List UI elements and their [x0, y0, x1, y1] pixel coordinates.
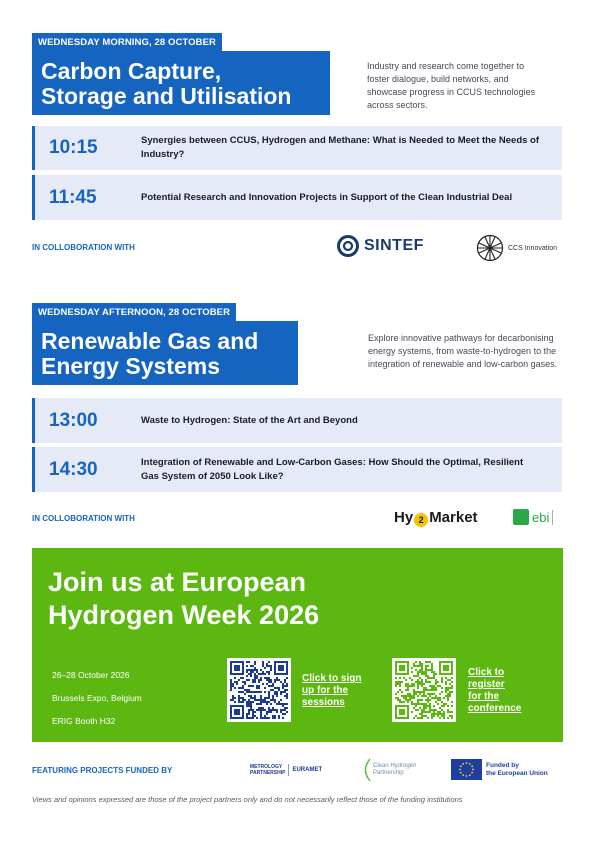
session2-title-line2: Energy Systems: [41, 353, 220, 379]
session2-talk-row-2: [32, 447, 562, 492]
hy2market-prefix: Hy: [394, 508, 414, 526]
session1-title-line2: Storage and Utilisation: [41, 83, 292, 109]
link-line: conference: [468, 703, 522, 714]
session1-collab-label: IN COLLOBORATION WITH: [32, 243, 135, 252]
session2-talk-row-1: [32, 398, 562, 443]
event-booth: ERIG Booth H32: [52, 716, 116, 726]
qr-code-icon: [395, 661, 453, 719]
featuring-label: FEATURING PROJECTS FUNDED BY: [32, 766, 173, 775]
link-line: for the: [468, 691, 500, 702]
register-conference-link[interactable]: [468, 667, 521, 715]
session2-title-line1: Renewable Gas and: [41, 328, 259, 354]
chp-line2: Partnership: [373, 770, 404, 776]
talk-title: Waste to Hydrogen: State of the Art and Beyond: [141, 414, 358, 426]
banner-title: [48, 566, 319, 632]
qr-code-conference[interactable]: [392, 658, 456, 722]
talk-title: Potential Research and Innovation Projects in Support of the Clean Industrial Deal: [141, 191, 513, 203]
session1-day-tag: WEDNESDAY MORNING, 28 OCTOBER: [32, 33, 222, 52]
eu-text: [486, 762, 548, 778]
ebi-badge-icon: [513, 509, 529, 525]
link-line: register: [468, 679, 505, 690]
metrology-line2: PARTNERSHIP: [250, 770, 286, 776]
session1-talk-row-1: [32, 126, 562, 170]
hy2market-logo: [394, 507, 478, 527]
event-banner: [32, 548, 563, 742]
sign-up-sessions-link[interactable]: [302, 673, 361, 709]
globe-grid-icon: [476, 234, 504, 262]
talk-title: Synergies between CCUS, Hydrogen and Methane: What is Needed to Meet the Needs of Industry?: [141, 135, 540, 160]
qr-code-sessions[interactable]: [227, 658, 291, 722]
ebi-wordmark: ebi: [532, 510, 553, 525]
session2-intro: Explore innovative pathways for decarbonising energy systems, from waste-to-hydrogen to the integration of renewable and low-carbon gases.: [368, 333, 558, 369]
sintef-wordmark: SINTEF: [364, 237, 424, 254]
ccs-innovation-logo: [476, 234, 557, 262]
talk-time: 10:15: [49, 137, 98, 158]
hydrogen-arc-icon: [360, 757, 372, 783]
talk-time: 13:00: [49, 409, 98, 431]
metrology-line1: METROLOGY: [250, 764, 283, 770]
hy2market-suffix: Market: [429, 508, 478, 526]
disclaimer-text: Views and opinions expressed are those of the project partners only and do not necessarily reflect those of the funding institutions: [32, 795, 463, 804]
talk-time: 11:45: [49, 186, 97, 208]
sintef-mark-icon: [337, 235, 359, 257]
sintef-logo: [337, 235, 424, 257]
link-line: Click to sign: [302, 673, 362, 684]
event-dates: 26–28 October 2026: [52, 670, 130, 680]
event-venue: Brussels Expo, Belgium: [52, 693, 142, 703]
eu-line2: the European Union: [486, 769, 548, 777]
banner-title-line2: Hydrogen Week 2026: [48, 600, 320, 630]
logo-divider: [288, 764, 289, 776]
chp-line1: Clean Hydrogen: [373, 763, 417, 769]
hy2market-subscript: 2: [414, 513, 428, 527]
session2-title: [32, 321, 298, 385]
ccs-innovation-wordmark: CCS Innovation: [508, 244, 558, 252]
link-line: Click to: [468, 667, 505, 678]
session2-day-tag: WEDNESDAY AFTERNOON, 28 OCTOBER: [32, 303, 236, 322]
euramet-wordmark: EURAMET: [292, 767, 323, 773]
metrology-partnership-logo: [250, 764, 322, 776]
ebi-logo: [513, 509, 553, 525]
talk-title: Integration of Renewable and Low-Carbon Gases: How Should the Optimal, Resilient Gas System of 2050 Look Like?: [141, 456, 524, 482]
metrology-text: [250, 764, 285, 776]
chp-text: [373, 763, 416, 777]
link-line: sessions: [302, 697, 345, 708]
qr-code-icon: [230, 661, 288, 719]
eu-line1: Funded by: [486, 761, 519, 769]
session1-talk-row-2: [32, 175, 562, 220]
session1-title: [32, 51, 330, 115]
clean-hydrogen-partnership-logo: [360, 757, 416, 783]
banner-title-line1: Join us at European: [48, 567, 307, 597]
session1-intro: Industry and research come together to foster dialogue, build networks, and showcase progress in CCUS technologies across sectors.: [367, 61, 536, 110]
session1-title-line1: Carbon Capture,: [41, 58, 222, 84]
link-line: up for the: [302, 685, 349, 696]
session2-collab-label: IN COLLOBORATION WITH: [32, 514, 135, 523]
eu-funding-logo: [451, 759, 548, 780]
talk-time: 14:30: [49, 458, 98, 480]
eu-flag-icon: [451, 759, 482, 780]
